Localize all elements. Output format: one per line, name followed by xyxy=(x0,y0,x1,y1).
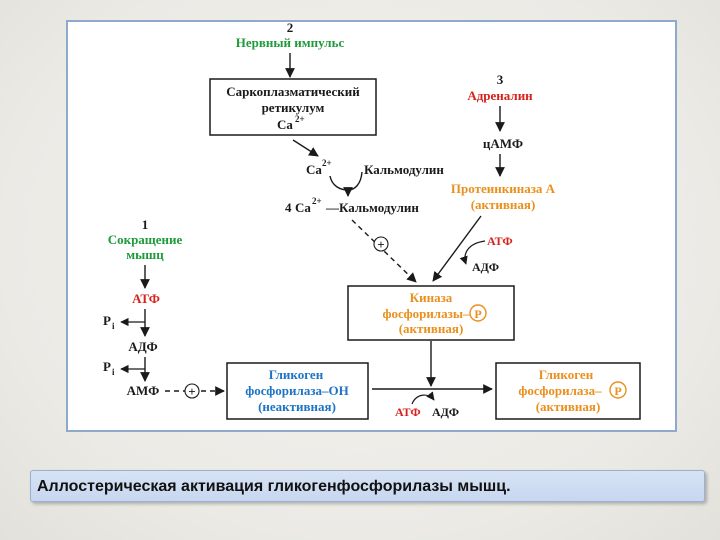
calmodulin-join-arrow xyxy=(330,172,362,196)
left-pi1: P xyxy=(103,313,111,328)
kinase-line2: фосфорилазы– xyxy=(382,306,470,321)
ca-ion: Ca xyxy=(306,162,322,177)
complex-prefix: 4 xyxy=(285,200,292,215)
plus-sign-complex: + xyxy=(377,237,385,252)
nerve-impulse-label: Нервный импульс xyxy=(235,35,345,50)
left-pi2-sub: i xyxy=(112,367,115,377)
complex-charge: 2+ xyxy=(312,196,322,206)
complex-calmodulin: —Кальмодулин xyxy=(326,200,419,215)
sr-ca-ion: Ca xyxy=(277,117,293,132)
left-adp: АДФ xyxy=(128,339,158,354)
sr-ca-charge: 2+ xyxy=(295,114,305,124)
sr-line1: Саркоплазматический xyxy=(226,84,360,99)
adrenaline-label: Адреналин xyxy=(467,88,533,103)
gp-inactive-line2: фосфорилаза–ОН xyxy=(245,383,349,398)
path3-number: 3 xyxy=(496,72,504,87)
pka-atp: АТФ xyxy=(487,234,513,248)
contraction-line2: мышц xyxy=(126,247,164,262)
pka-adp: АДФ xyxy=(472,260,500,274)
slide-caption: Аллостерическая активация гликогенфосфорилазы мышц. xyxy=(37,478,511,495)
left-pi2: P xyxy=(103,359,111,374)
gp-active-phosphate-p: P xyxy=(614,384,622,398)
left-atp: АТФ xyxy=(132,291,160,306)
camp-label: цАМФ xyxy=(482,136,524,151)
left-pi1-sub: i xyxy=(112,321,115,331)
gp-inactive-line1: Гликоген xyxy=(268,367,324,382)
left-amp: АМФ xyxy=(126,383,160,398)
gp-active-line2: фосфорилаза– xyxy=(518,383,602,398)
path2-number: 2 xyxy=(286,20,294,35)
plus-sign-amp: + xyxy=(188,384,196,399)
kinase-line1: Киназа xyxy=(409,290,453,305)
pka-line1: Протеинкиназа А xyxy=(450,181,556,196)
sr-line2: ретикулум xyxy=(261,100,325,115)
gp-active-line3: (активная) xyxy=(535,399,601,414)
bottom-atp: АТФ xyxy=(395,405,421,419)
calmodulin-label: Кальмодулин xyxy=(364,162,444,177)
contraction-line1: Сокращение xyxy=(107,232,183,247)
path1-number: 1 xyxy=(141,217,149,232)
kinase-phosphate-p: P xyxy=(474,307,482,321)
pka-line2: (активная) xyxy=(470,197,536,212)
complex-ion: Ca xyxy=(295,200,311,215)
kinase-line3: (активная) xyxy=(398,321,464,336)
gp-inactive-line3: (неактивная) xyxy=(258,399,336,414)
bottom-adp: АДФ xyxy=(432,405,460,419)
bottom-atp-adp-curve xyxy=(412,395,434,404)
ca-charge: 2+ xyxy=(322,158,332,168)
gp-active-line1: Гликоген xyxy=(538,367,594,382)
arrow-sr-to-ca xyxy=(293,140,318,156)
caption-box xyxy=(30,470,705,502)
